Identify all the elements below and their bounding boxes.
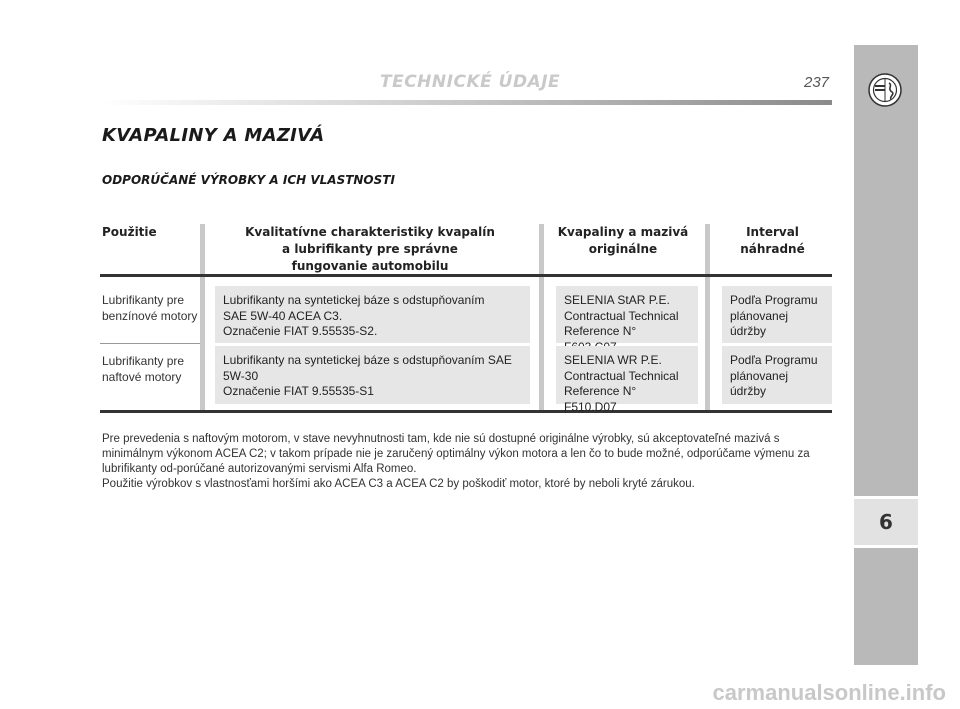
row-interval-cell: Podľa Programu plánovanej údržby bbox=[722, 346, 832, 404]
sub-heading: ODPORÚČANÉ VÝROBKY A ICH VLASTNOSTI bbox=[102, 173, 395, 187]
row-characteristics-cell: Lubrifikanty na syntetickej báze s odstupňovaním SAE 5W-40 ACEA C3. Označenie FIAT 9.55535-S2. bbox=[215, 286, 530, 343]
page-number: 237 bbox=[804, 74, 830, 91]
column-header-use: Použitie bbox=[102, 225, 157, 239]
chapter-number-tab[interactable]: 6 bbox=[854, 496, 918, 548]
footnote-paragraph: Použitie výrobkov s vlastnosťami horšími ako ACEA C3 a ACEA C2 by poškodiť motor, ktoré by neboli kryté zárukou. bbox=[102, 478, 695, 490]
table-bottom-rule bbox=[100, 410, 832, 413]
row-original-cell: SELENIA WR P.E. Contractual Technical Reference N° F510.D07 bbox=[556, 346, 698, 404]
footnote bbox=[102, 432, 832, 492]
column-header-characteristics: Kvalitatívne charakteristiky kvapalín a lubrifikanty pre správne fungovanie automobilu bbox=[245, 225, 495, 273]
watermark: carmanualsonline.info bbox=[712, 680, 946, 705]
column-header-interval: Interval náhradné bbox=[740, 225, 805, 256]
row-divider bbox=[100, 343, 200, 344]
section-title: TECHNICKÉ ÚDAJE bbox=[380, 72, 561, 92]
row-original-cell: SELENIA StAR P.E. Contractual Technical Reference N° bbox=[556, 286, 698, 343]
column-header-original: Kvapaliny a mazivá originálne bbox=[557, 225, 689, 256]
row-characteristics-cell: Lubrifikanty na syntetickej báze s odstupňovaním SAE 5W-30 Označenie FIAT 9.55535-S1 bbox=[215, 346, 530, 404]
row-interval-cell: Podľa Programu plánovanej údržby bbox=[722, 286, 832, 343]
column-separator bbox=[539, 224, 544, 413]
main-heading: KVAPALINY A MAZIVÁ bbox=[102, 125, 325, 146]
row-use-label: Lubrifikanty pre benzínové motory bbox=[102, 293, 198, 323]
column-separator bbox=[705, 224, 710, 413]
alfa-romeo-badge-icon bbox=[868, 73, 902, 107]
chapter-tab-bar bbox=[854, 45, 918, 665]
row-use-label: Lubrifikanty pre naftové motory bbox=[102, 354, 185, 384]
header-rule bbox=[100, 100, 832, 105]
footnote-paragraph: Pre prevedenia s naftovým motorom, v stave nevyhnutnosti tam, kde nie sú dostupné originálne výrobky, sú akceptovateľné mazivá s minimálnym výkonom ACEA C2; v takom prípade nie je zaručený optimálny výkon motora a len čo to bude možné, odporúčame výmenu za lubrifikanty od-porúčané autorizovanými servismi Alfa Romeo. bbox=[102, 433, 810, 475]
table-header-rule bbox=[100, 274, 832, 277]
column-separator bbox=[200, 224, 205, 413]
